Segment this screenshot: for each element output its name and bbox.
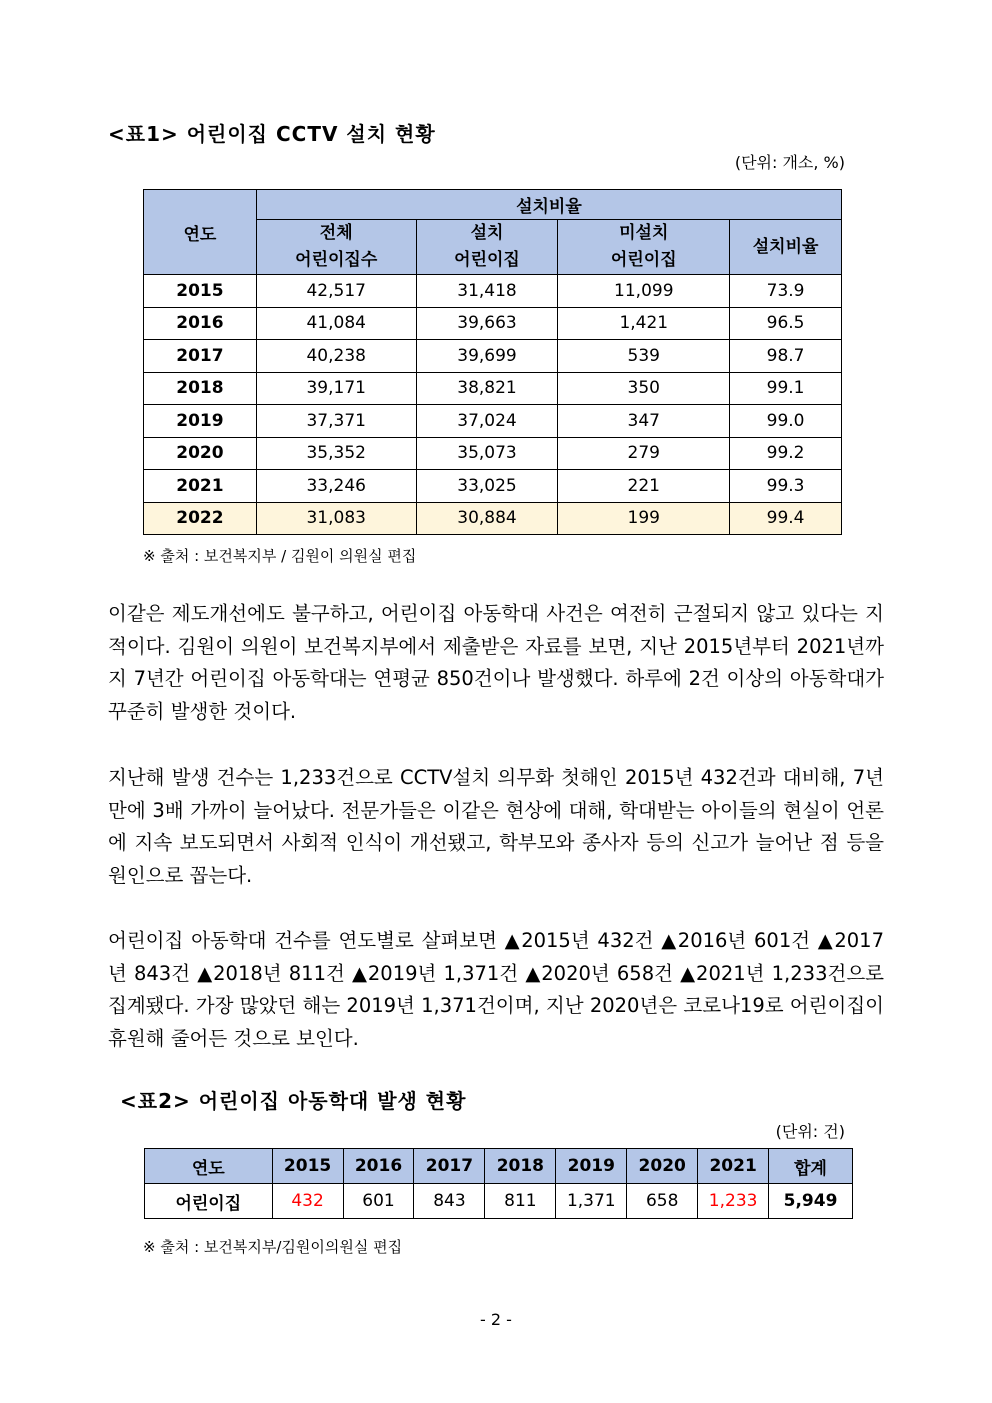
cell-not-installed: 221 — [558, 470, 730, 503]
cell-rate: 98.7 — [730, 340, 842, 373]
cell-not-installed: 539 — [558, 340, 730, 373]
cell-total: 39,171 — [256, 372, 416, 405]
header-not-installed: 미설치 어린이집 — [558, 220, 730, 275]
cell-year: 2018 — [144, 372, 257, 405]
header-total: 합계 — [769, 1149, 853, 1184]
cell-installed: 31,418 — [416, 275, 558, 308]
cctv-installation-table — [143, 189, 842, 535]
cell-total: 31,083 — [256, 502, 416, 535]
cell-installed: 33,025 — [416, 470, 558, 503]
header-year: 연도 — [144, 190, 257, 275]
cell-year: 2016 — [144, 307, 257, 340]
header-rate: 설치비율 — [730, 220, 842, 275]
table-row — [144, 502, 842, 535]
header-group: 설치비율 — [256, 190, 841, 220]
table-row — [144, 437, 842, 470]
cell-rate: 99.4 — [730, 502, 842, 535]
cell-2016: 601 — [343, 1184, 414, 1219]
table1-unit: (단위: 개소, %) — [734, 153, 845, 172]
cell-not-installed: 199 — [558, 502, 730, 535]
table2-source: ※ 출처 : 보건복지부/김원이의원실 편집 — [143, 1238, 403, 1256]
header-total: 전체 어린이집수 — [256, 220, 416, 275]
cell-total: 40,238 — [256, 340, 416, 373]
cell-not-installed: 279 — [558, 437, 730, 470]
table1-title: <표1> 어린이집 CCTV 설치 현황 — [108, 122, 436, 146]
cell-year: 2021 — [144, 470, 257, 503]
cell-rate: 99.1 — [730, 372, 842, 405]
cell-2018: 811 — [485, 1184, 556, 1219]
header-2015: 2015 — [272, 1149, 343, 1184]
cell-total: 37,371 — [256, 405, 416, 438]
cell-rate: 73.9 — [730, 275, 842, 308]
paragraph: 이같은 제도개선에도 불구하고, 어린이집 아동학대 사건은 여전히 근절되지 않고 있다는 지적이다. 김원이 의원이 보건복지부에서 제출받은 자료를 보면, 지난 2015년부터 2021년까지 7년간 어린이집 아동학대는 연평균 850건이나 발생했다. 하루에 2건 이상의 아동학대가 꾸준히 발생한 것이다. — [108, 602, 884, 723]
cell-installed: 38,821 — [416, 372, 558, 405]
cell-total: 41,084 — [256, 307, 416, 340]
cell-year: 2022 — [144, 502, 257, 535]
row-label: 어린이집 — [145, 1184, 273, 1219]
cell-rate: 99.2 — [730, 437, 842, 470]
cell-not-installed: 11,099 — [558, 275, 730, 308]
cell-2017: 843 — [414, 1184, 485, 1219]
table-row — [144, 372, 842, 405]
cell-total: 33,246 — [256, 470, 416, 503]
cell-2020: 658 — [627, 1184, 698, 1219]
cell-year: 2015 — [144, 275, 257, 308]
cell-total: 35,352 — [256, 437, 416, 470]
cell-2019: 1,371 — [556, 1184, 627, 1219]
header-year: 연도 — [145, 1149, 273, 1184]
cell-2021: 1,233 — [698, 1184, 769, 1219]
table-row — [144, 340, 842, 373]
table-row — [145, 1184, 853, 1219]
header-2021: 2021 — [698, 1149, 769, 1184]
cell-year: 2017 — [144, 340, 257, 373]
cell-not-installed: 350 — [558, 372, 730, 405]
cell-installed: 39,663 — [416, 307, 558, 340]
header-installed: 설치 어린이집 — [416, 220, 558, 275]
cell-installed: 37,024 — [416, 405, 558, 438]
header-2019: 2019 — [556, 1149, 627, 1184]
cell-not-installed: 1,421 — [558, 307, 730, 340]
cell-rate: 99.3 — [730, 470, 842, 503]
table-row — [144, 307, 842, 340]
header-2016: 2016 — [343, 1149, 414, 1184]
cell-rate: 99.0 — [730, 405, 842, 438]
paragraph: 어린이집 아동학대 건수를 연도별로 살펴보면 ▲2015년 432건 ▲2016년 601건 ▲2017년 843건 ▲2018년 811건 ▲2019년 1,371건 ▲2020년 658건 ▲2021년 1,233건으로 집계됐다. 가장 많았던 해는 2019년 1,371건이며, 지난 2020년은 코로나19로 어린이집이 휴원해 줄어든 것으로 보인다. — [108, 929, 884, 1050]
page-number: - 2 - — [480, 1310, 512, 1329]
cell-total: 42,517 — [256, 275, 416, 308]
header-2018: 2018 — [485, 1149, 556, 1184]
cell-installed: 39,699 — [416, 340, 558, 373]
cell-year: 2020 — [144, 437, 257, 470]
cell-not-installed: 347 — [558, 405, 730, 438]
cell-rate: 96.5 — [730, 307, 842, 340]
cell-2015: 432 — [272, 1184, 343, 1219]
cell-installed: 30,884 — [416, 502, 558, 535]
header-2017: 2017 — [414, 1149, 485, 1184]
table-row — [144, 275, 842, 308]
header-2020: 2020 — [627, 1149, 698, 1184]
paragraph: 지난해 발생 건수는 1,233건으로 CCTV설치 의무화 첫해인 2015년 432건과 대비해, 7년만에 3배 가까이 늘어났다. 전문가들은 이같은 현상에 대해, 학대받는 아이들의 현실이 언론에 지속 보도되면서 사회적 인식이 개선됐고, 학부모와 종사자 등의 신고가 늘어난 점 등을 원인으로 꼽는다. — [108, 766, 884, 887]
table2-unit: (단위: 건) — [775, 1122, 845, 1141]
child-abuse-table — [144, 1148, 853, 1219]
cell-total: 5,949 — [769, 1184, 853, 1219]
cell-year: 2019 — [144, 405, 257, 438]
table-row — [144, 405, 842, 438]
table2-title: <표2> 어린이집 아동학대 발생 현황 — [120, 1089, 467, 1113]
table1-source: ※ 출처 : 보건복지부 / 김원이 의원실 편집 — [143, 547, 417, 565]
cell-installed: 35,073 — [416, 437, 558, 470]
table-row — [144, 470, 842, 503]
